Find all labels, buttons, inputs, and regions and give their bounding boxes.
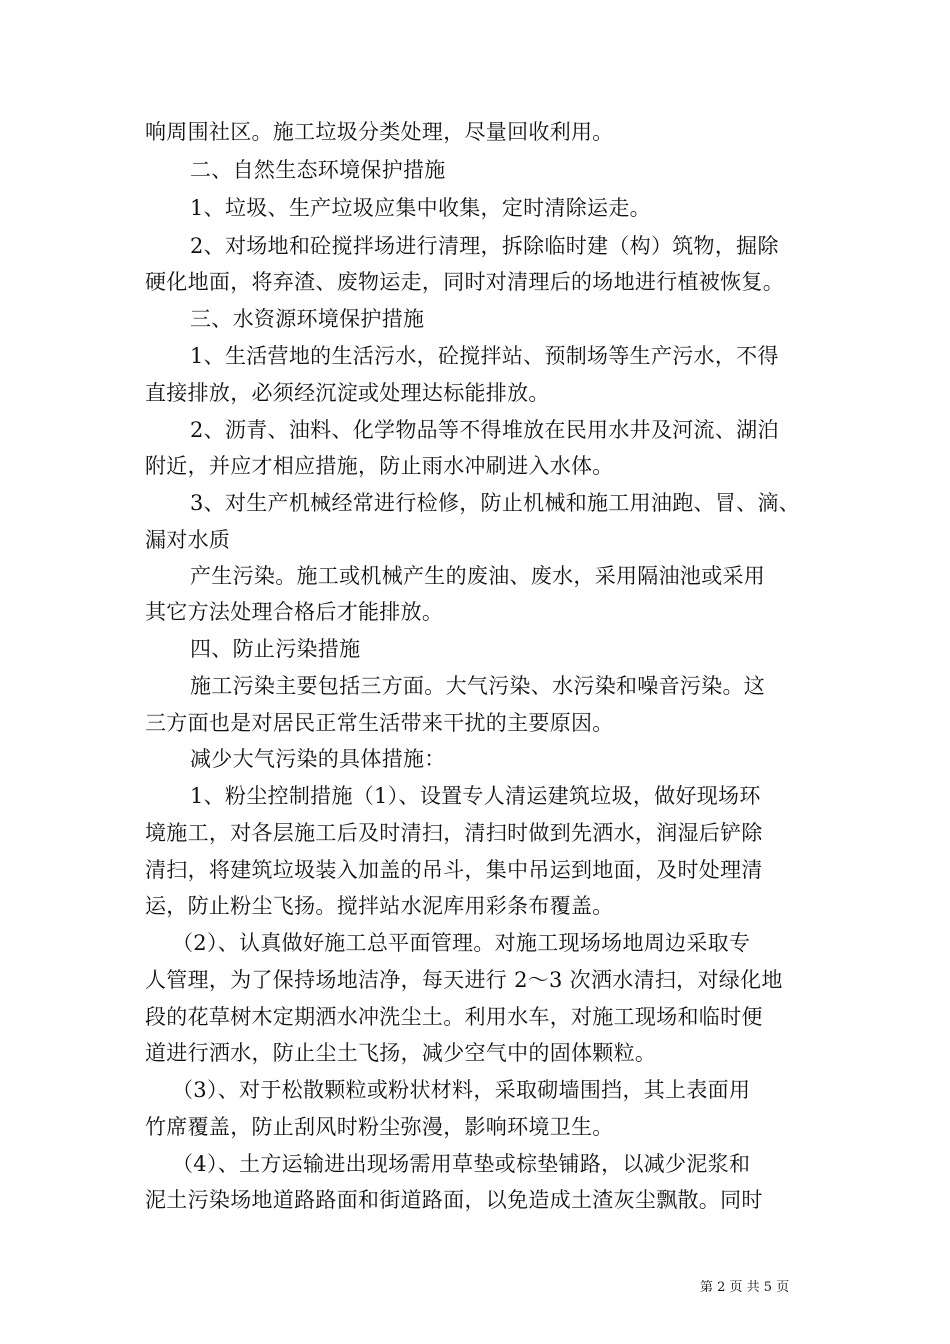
- text-line: （3）、对于松散颗粒或粉状材料，采取砌墙围挡，其上表面用: [172, 1078, 751, 1102]
- text-line: 响周围社区。施工垃圾分类处理，尽量回收利用。: [145, 120, 614, 144]
- text-line: 1、生活营地的生活污水，砼搅拌站、预制场等生产污水，不得: [190, 344, 779, 368]
- text-line: 2、沥青、油料、化学物品等不得堆放在民用水井及河流、湖泊: [190, 418, 779, 442]
- text-line: 道进行洒水，防止尘土飞扬，减少空气中的固体颗粒。: [145, 1041, 657, 1065]
- text-line: 其它方法处理合格后才能排放。: [145, 600, 444, 624]
- section-heading: 二、自然生态环境保护措施: [190, 158, 446, 182]
- text-line: 运，防止粉尘飞扬。搅拌站水泥库用彩条布覆盖。: [145, 894, 614, 918]
- text-line: 清扫，将建筑垃圾装入加盖的吊斗，集中吊运到地面，及时处理清: [145, 858, 763, 882]
- text-line: 施工污染主要包括三方面。大气污染、水污染和噪音污染。这: [190, 674, 766, 698]
- text-line: 3、对生产机械经常进行检修，防止机械和施工用油跑、冒、滴、: [190, 491, 801, 515]
- section-heading: 四、防止污染措施: [190, 637, 361, 661]
- text-line: 附近，并应才相应措施，防止雨水冲刷进入水体。: [145, 454, 614, 478]
- text-line: 竹席覆盖，防止刮风时粉尘弥漫，影响环境卫生。: [145, 1115, 614, 1139]
- text-line: 泥土污染场地道路路面和街道路面，以免造成土渣灰尘飘散。同时: [145, 1188, 763, 1212]
- text-line: 1、粉尘控制措施（1）、设置专人清运建筑垃圾，做好现场环: [190, 784, 761, 808]
- text-line: 漏对水质: [145, 528, 231, 552]
- text-line: 境施工，对各层施工后及时清扫，清扫时做到先洒水，润湿后铲除: [145, 821, 763, 845]
- text-line: （4）、土方运输进出现场需用草垫或棕垫铺路，以减少泥浆和: [172, 1152, 751, 1176]
- section-heading: 三、水资源环境保护措施: [190, 307, 425, 331]
- text-line: 三方面也是对居民正常生活带来干扰的主要原因。: [145, 711, 614, 735]
- page-number: 第 2 页 共 5 页: [700, 1280, 790, 1295]
- text-line: （2）、认真做好施工总平面管理。对施工现场场地周边采取专: [172, 931, 751, 955]
- text-line: 1、垃圾、生产垃圾应集中收集，定时清除运走。: [190, 196, 651, 220]
- text-line: 减少大气污染的具体措施：: [190, 747, 446, 771]
- text-line: 段的花草树木定期洒水冲洗尘土。利用水车，对施工现场和临时便: [145, 1005, 763, 1029]
- text-line: 2、对场地和砼搅拌场进行清理，拆除临时建（构）筑物，掘除: [190, 234, 779, 258]
- text-line: 产生污染。施工或机械产生的废油、废水，采用隔油池或采用: [190, 564, 766, 588]
- text-line: 人管理，为了保持场地洁净，每天进行 2～3 次洒水清扫，对绿化地: [145, 968, 783, 992]
- text-line: 硬化地面，将弃渣、废物运走，同时对清理后的场地进行植被恢复。: [145, 270, 784, 294]
- text-line: 直接排放，必须经沉淀或处理达标能排放。: [145, 381, 550, 405]
